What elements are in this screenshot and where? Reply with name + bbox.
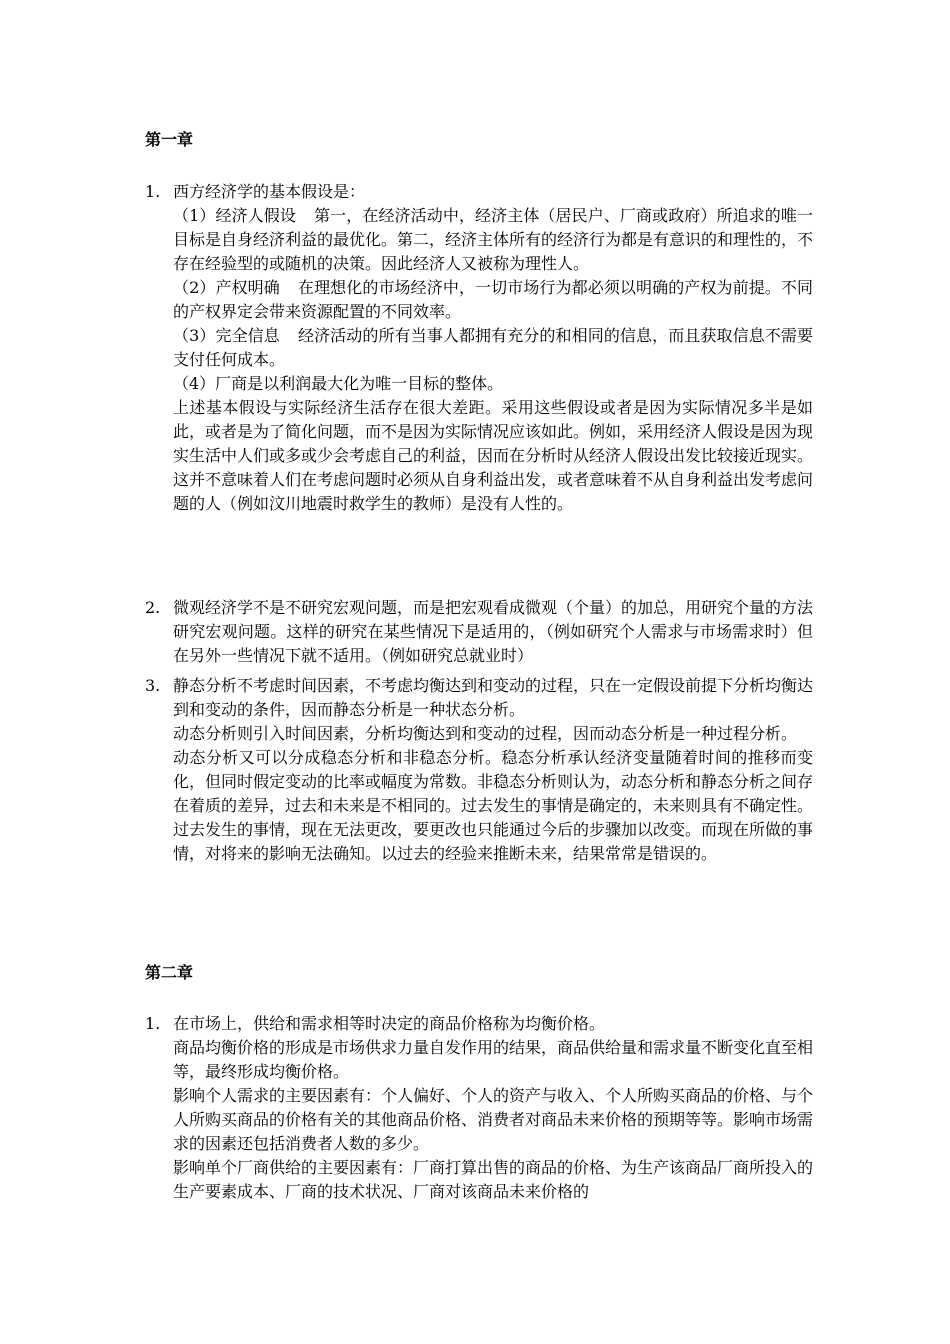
ch1-item-2: [173, 596, 813, 668]
ch1-item-1-a: [173, 204, 813, 276]
ch1-item-1-d: （4）厂商是以利润最大化为唯一目标的整体。: [173, 374, 504, 393]
ch1-item-1-b-label: （2）产权明确: [173, 278, 280, 297]
ch1-item-3-p1: 静态分析不考虑时间因素，不考虑均衡达到和变动的过程，只在一定假设前提下分析均衡达到和变动的条件，因而静态分析是一种状态分析。: [173, 676, 814, 719]
ch1-item-1-number: 1.: [145, 182, 161, 201]
ch1-item-1-a-text: 第一，在经济活动中，经济主体（居民户、厂商或政府）所追求的唯一目标是自身经济利益的最优化。第二，经济主体所有的经济行为都是有意识的和理性的，不存在经验型的或随机的决策。因此经济人又被称为理性人。: [173, 206, 814, 273]
ch2-item-1-p3: 影响单个厂商供给的主要因素有：厂商打算出售的商品的价格、为生产该商品厂商所投入的生产要素成本、厂商的技术状况、厂商对该商品未来价格的: [173, 1158, 814, 1201]
ch1-item-2-text: 微观经济学不是不研究宏观问题，而是把宏观看成微观（个量）的加总，用研究个量的方法研究宏观问题。这样的研究在某些情况下是适用的，（例如研究个人需求与市场需求时）但在另外一些情况下就不适用。（例如研究总就业时）: [173, 598, 814, 665]
ch1-item-3-p3: 动态分析又可以分成稳态分析和非稳态分析。稳态分析承认经济变量随着时间的推移而变化，但同时假定变动的比率或幅度为常数。非稳态分析则认为，动态分析和静态分析之间存在着质的差异，过去和未来是不相同的。过去发生的事情是确定的，未来则具有不确定性。过去发生的事情，现在无法更改，要更改也只能通过今后的步骤加以改变。而现在所做的事情，对将来的影响无法确知。以过去的经验来推断未来，结果常常是错误的。: [173, 748, 814, 863]
ch1-item-1-a-label: （1）经济人假设: [173, 206, 296, 225]
ch1-item-3-number: 3.: [145, 676, 161, 695]
ch2-item-1-number: 1.: [145, 1014, 161, 1033]
ch1-item-1-c-text: 经济活动的所有当事人都拥有充分的和相同的信息，而且获取信息不需要支付任何成本。: [173, 326, 813, 369]
ch2-item-1-p2: 影响个人需求的主要因素有：个人偏好、个人的资产与收入、个人所购买商品的价格、与个人所购买商品的价格有关的其他商品价格、消费者对商品未来价格的预期等等。影响市场需求的因素还包括消费者人数的多少。: [173, 1086, 814, 1153]
ch1-item-1: [173, 180, 813, 516]
ch1-item-1-c-label: （3）完全信息: [173, 326, 280, 345]
chapter-1-title: 第一章: [145, 130, 194, 149]
ch1-item-1-lead: 西方经济学的基本假设是：: [173, 182, 366, 201]
ch1-item-1-b: [173, 276, 813, 324]
ch1-item-1-note: 上述基本假设与实际经济生活存在很大差距。采用这些假设或者是因为实际情况多半是如此，或者是为了简化问题，而不是因为实际情况应该如此。例如，采用经济人假设是因为现实生活中人们或多或少会考虑自己的利益，因而在分析时从经济人假设出发比较接近现实。这并不意味着人们在考虑问题时必须从自身利益出发，或者意味着不从自身利益出发考虑问题的人（例如汶川地震时救学生的教师）是没有人性的。: [173, 398, 814, 513]
ch1-item-3-p2: 动态分析则引入时间因素，分析均衡达到和变动的过程，因而动态分析是一种过程分析。: [173, 724, 798, 743]
ch1-item-1-c: [173, 324, 813, 372]
ch2-item-1: [173, 1012, 813, 1204]
ch1-item-3: [173, 674, 813, 866]
chapter-2-title: 第二章: [145, 963, 194, 982]
ch2-item-1-lead: 在市场上，供给和需求相等时决定的商品价格称为均衡价格。: [173, 1014, 606, 1033]
ch1-item-2-number: 2.: [145, 598, 161, 617]
ch2-item-1-p1: 商品均衡价格的形成是市场供求力量自发作用的结果，商品供给量和需求量不断变化直至相等，最终形成均衡价格。: [173, 1038, 814, 1081]
ch1-item-1-b-text: 在理想化的市场经济中，一切市场行为都必须以明确的产权为前提。不同的产权界定会带来资源配置的不同效率。: [173, 278, 813, 321]
